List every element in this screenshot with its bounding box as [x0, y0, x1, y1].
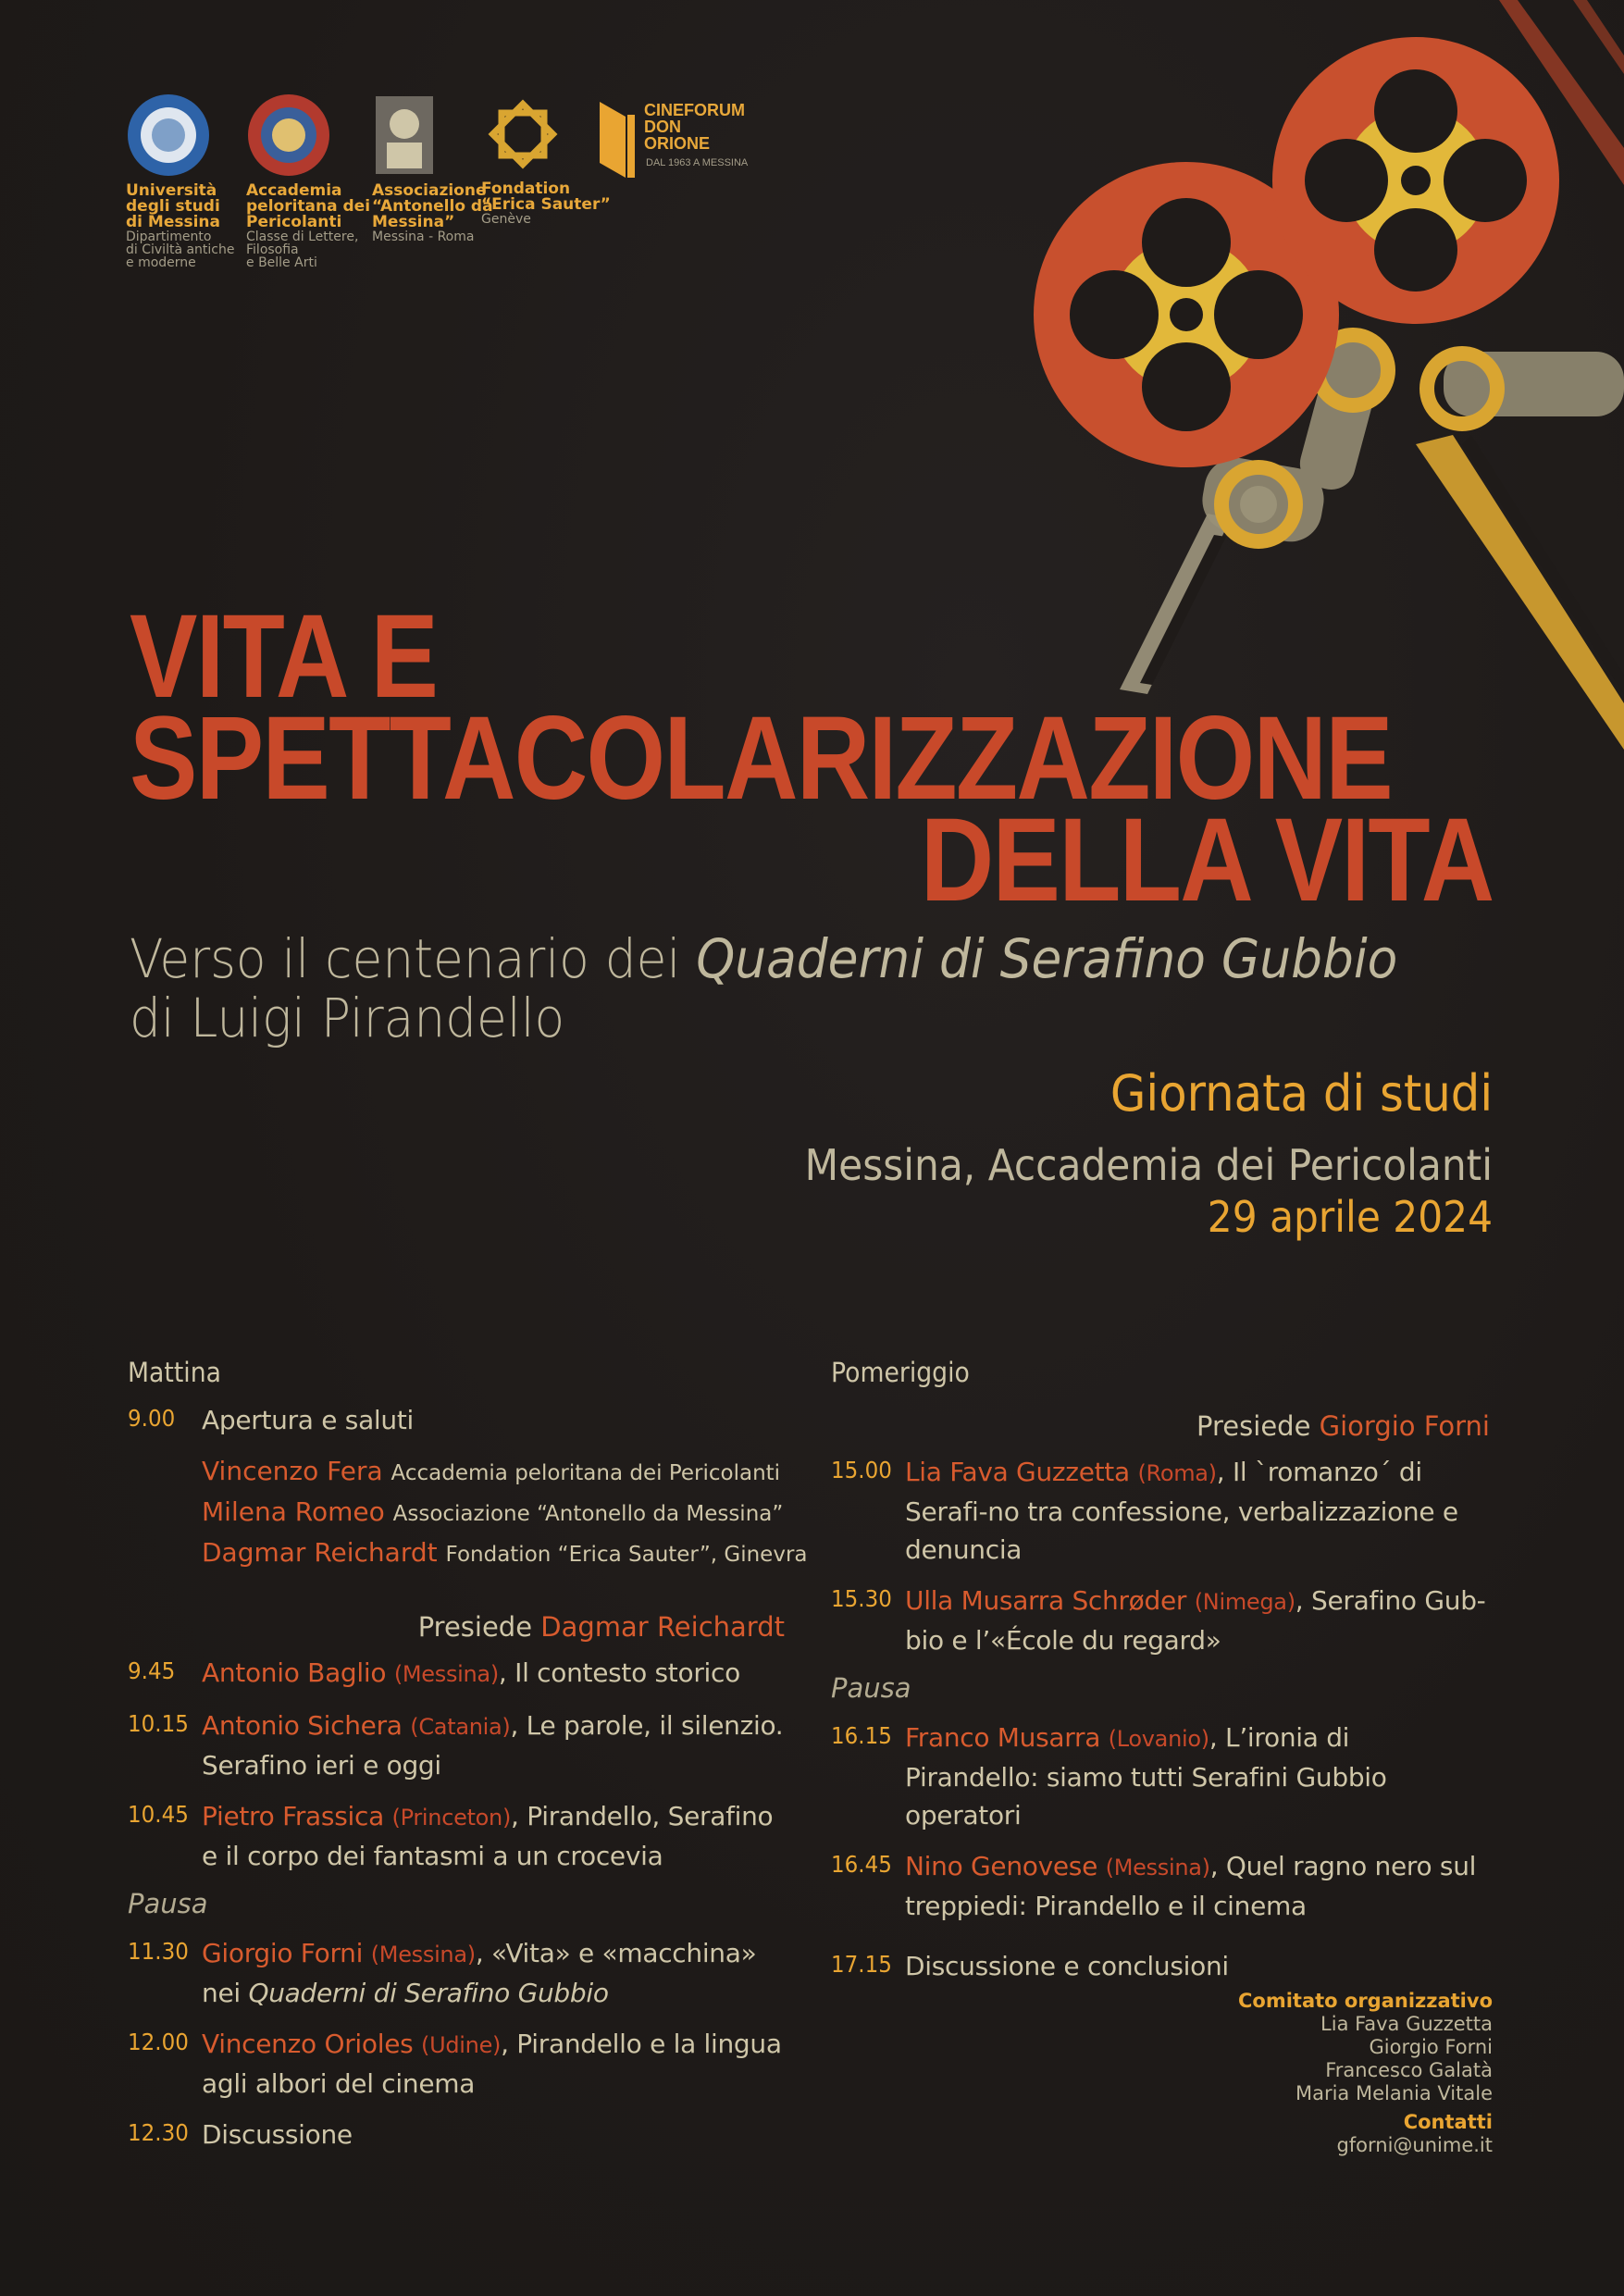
- speaker-affiliation: (Catania): [410, 1714, 511, 1740]
- university-seal-icon: [126, 93, 211, 178]
- pause-label: Pausa: [831, 1672, 911, 1704]
- entry-time: 15.30: [831, 1585, 892, 1612]
- title-line-3: DELLA VITA: [920, 794, 1493, 926]
- program-entry: [128, 2025, 785, 2103]
- speaker-name: Lia Fava Guzzetta: [905, 1457, 1130, 1487]
- committee-heading: Comitato organizzativo: [1237, 1990, 1493, 2012]
- program-entry: [128, 1934, 785, 2012]
- chair-line: [128, 1611, 785, 1643]
- program-entry: [831, 1847, 1490, 1925]
- program-entry: [128, 1706, 785, 1784]
- chair-label: Presiede: [417, 1611, 541, 1643]
- contact-email[interactable]: gforni@unime.it: [1336, 2134, 1493, 2156]
- entry-text: [202, 1654, 785, 1694]
- speaker-name: Ulla Musarra Schrøder: [905, 1585, 1187, 1616]
- portrait-emblem-icon: [372, 93, 437, 178]
- event-date: 29 aprile 2024: [1207, 1192, 1493, 1242]
- committee-member: Lia Fava Guzzetta: [1320, 2013, 1493, 2035]
- event-place: Messina, Accademia dei Pericolanti: [804, 1140, 1493, 1190]
- subtitle-italic: Quaderni di Serafino Gubbio: [696, 927, 1398, 990]
- talk-title: , Le parole, il silenzio. Serafino ieri e oggi: [202, 1710, 784, 1781]
- logo-name: Associazione “Antonello da Messina”: [372, 181, 493, 231]
- speaker-affiliation: (Roma): [1137, 1460, 1217, 1486]
- subtitle-prefix: Verso il centenario dei: [130, 927, 697, 990]
- chair-name: Giorgio Forni: [1319, 1410, 1490, 1442]
- logo-subtitle: Classe di Lettere, Filosofia e Belle Arti: [246, 230, 359, 270]
- entry-text: [202, 1706, 785, 1784]
- entry-time: 9.45: [128, 1657, 176, 1684]
- speaker-name: Milena Romeo: [202, 1496, 385, 1527]
- logo-name: Università degli studi di Messina: [126, 181, 220, 231]
- talk-title: , Il contesto storico: [498, 1657, 740, 1688]
- cineforum-name: CINEFORUM DON ORIONE: [644, 101, 745, 153]
- speaker-affiliation: Accademia peloritana dei Pericolanti: [391, 1461, 781, 1485]
- program-entry: [128, 1797, 785, 1875]
- entry-text: Discussione e conclusioni: [905, 1951, 1229, 1981]
- speaker-affiliation: (Udine): [421, 2032, 502, 2058]
- program-entry: [128, 1401, 785, 1439]
- entry-text: [202, 1797, 785, 1875]
- subtitle-line-1: [130, 929, 1397, 988]
- entry-time: 16.45: [831, 1851, 892, 1878]
- chair-line: [831, 1410, 1490, 1442]
- entry-text: [905, 1847, 1490, 1925]
- film-projector-illustration: [972, 0, 1624, 759]
- chair-name: Dagmar Reichardt: [540, 1611, 785, 1643]
- logo-name: Fondation “Erica Sauter”: [481, 180, 611, 214]
- film-reel-icon: [1272, 37, 1559, 324]
- greeting-row: [202, 1533, 808, 1574]
- speaker-affiliation: (Messina): [370, 1942, 476, 1967]
- logo-fondation-erica-sauter: [481, 93, 611, 226]
- program-entry: [831, 1947, 1490, 1985]
- entry-text: [905, 1582, 1490, 1659]
- chair-label: Presiede: [1196, 1410, 1320, 1442]
- morning-heading: Mattina: [128, 1357, 221, 1388]
- morning-program: [128, 1401, 808, 2166]
- greeting-row: [202, 1452, 785, 1493]
- entry-time: 17.15: [831, 1951, 892, 1978]
- accademia-seal-icon: [246, 93, 331, 178]
- entry-text: [905, 1719, 1490, 1834]
- title-line-2: SPETTACOLARIZZAZIONE: [130, 692, 1392, 825]
- entry-time: 12.00: [128, 2029, 189, 2055]
- speaker-name: Antonio Sichera: [202, 1710, 403, 1741]
- logo-associazione-antonello: [372, 93, 493, 243]
- entry-time: 11.30: [128, 1938, 189, 1965]
- speaker-affiliation: (Messina): [393, 1661, 499, 1687]
- star-emblem-icon: [481, 93, 564, 176]
- speaker-affiliation: (Princeton): [391, 1805, 512, 1831]
- entry-text: [202, 2025, 785, 2103]
- speaker-affiliation: (Messina): [1105, 1855, 1210, 1880]
- logo-subtitle: Genève: [481, 212, 531, 227]
- pause-label: Pausa: [128, 1888, 208, 1919]
- speaker-name: Vincenzo Orioles: [202, 2029, 414, 2059]
- program-entry: [831, 1719, 1490, 1834]
- speaker-affiliation: Associazione “Antonello da Messina”: [392, 1502, 784, 1526]
- afternoon-program: [831, 1397, 1490, 1998]
- committee-member: Giorgio Forni: [1369, 2036, 1493, 2058]
- afternoon-heading: Pomeriggio: [831, 1357, 970, 1388]
- cineforum-subtitle: DAL 1963 A MESSINA: [646, 157, 749, 168]
- logo-universita-messina: [126, 93, 235, 269]
- program-entry: [831, 1453, 1490, 1569]
- program-entry: [128, 1654, 785, 1694]
- talk-title-italic: Quaderni di Serafino Gubbio: [248, 1978, 609, 2008]
- entry-time: 16.15: [831, 1722, 892, 1749]
- talk-title: , «Vita» e «macchina» nei: [202, 1938, 757, 2008]
- talk-title: , L’ironia di Pirandello: siamo tutti Serafini Gubbio operatori: [905, 1722, 1387, 1831]
- speaker-name: Antonio Baglio: [202, 1657, 387, 1688]
- program-entry: [128, 2116, 785, 2153]
- speaker-name: Pietro Frassica: [202, 1801, 384, 1831]
- subtitle-line-2: di Luigi Pirandello: [130, 987, 565, 1049]
- committee-member: Francesco Galatà: [1325, 2059, 1493, 2081]
- event-type: Giornata di studi: [1110, 1064, 1493, 1123]
- logo-subtitle: Messina - Roma: [372, 230, 475, 244]
- greeting-row: [202, 1493, 785, 1533]
- logo-subtitle: Dipartimento di Civiltà antiche e moderne: [126, 230, 235, 270]
- speaker-name: Giorgio Forni: [202, 1938, 364, 1968]
- entry-time: 10.15: [128, 1710, 189, 1737]
- entry-text: Apertura e saluti: [202, 1405, 415, 1435]
- entry-time: 10.45: [128, 1801, 189, 1828]
- talk-title: , Pirandello e la lingua agli albori del cinema: [202, 2029, 782, 2099]
- logo-accademia-pericolanti: [246, 93, 370, 269]
- film-strip-logo-icon: [600, 102, 638, 178]
- entry-text: Discussione: [202, 2119, 353, 2150]
- talk-title: , Il `romanzo´ di Serafi-no tra confessione, verbalizzazione e denuncia: [905, 1457, 1458, 1565]
- speaker-name: Vincenzo Fera: [202, 1456, 383, 1486]
- talk-title: , Pirandello, Serafino e il corpo dei fantasmi a un crocevia: [202, 1801, 774, 1871]
- speaker-affiliation: (Lovanio): [1108, 1726, 1209, 1752]
- entry-text: [202, 1934, 785, 2012]
- logo-name: Accademia peloritana dei Pericolanti: [246, 181, 371, 231]
- speaker-name: Nino Genovese: [905, 1851, 1098, 1881]
- entry-time: 9.00: [128, 1405, 176, 1432]
- speaker-affiliation: (Nimega): [1194, 1589, 1295, 1615]
- speaker-affiliation: Fondation “Erica Sauter”, Ginevra: [445, 1543, 808, 1567]
- organizing-committee: [1238, 1990, 1493, 2157]
- talk-title: , Serafino Gub-bio e l’«École du regard»: [905, 1585, 1486, 1656]
- program-entry: [831, 1582, 1490, 1659]
- entry-time: 15.00: [831, 1457, 892, 1483]
- talk-title: , Quel ragno nero sul treppiedi: Pirandello e il cinema: [905, 1851, 1477, 1921]
- title-line-1: VITA E: [130, 590, 438, 723]
- entry-text: [905, 1453, 1490, 1569]
- committee-member: Maria Melania Vitale: [1295, 2082, 1493, 2104]
- contacts-heading: Contatti: [1403, 2111, 1493, 2133]
- speaker-name: Dagmar Reichardt: [202, 1537, 438, 1568]
- speaker-name: Franco Musarra: [905, 1722, 1101, 1753]
- entry-time: 12.30: [128, 2119, 189, 2146]
